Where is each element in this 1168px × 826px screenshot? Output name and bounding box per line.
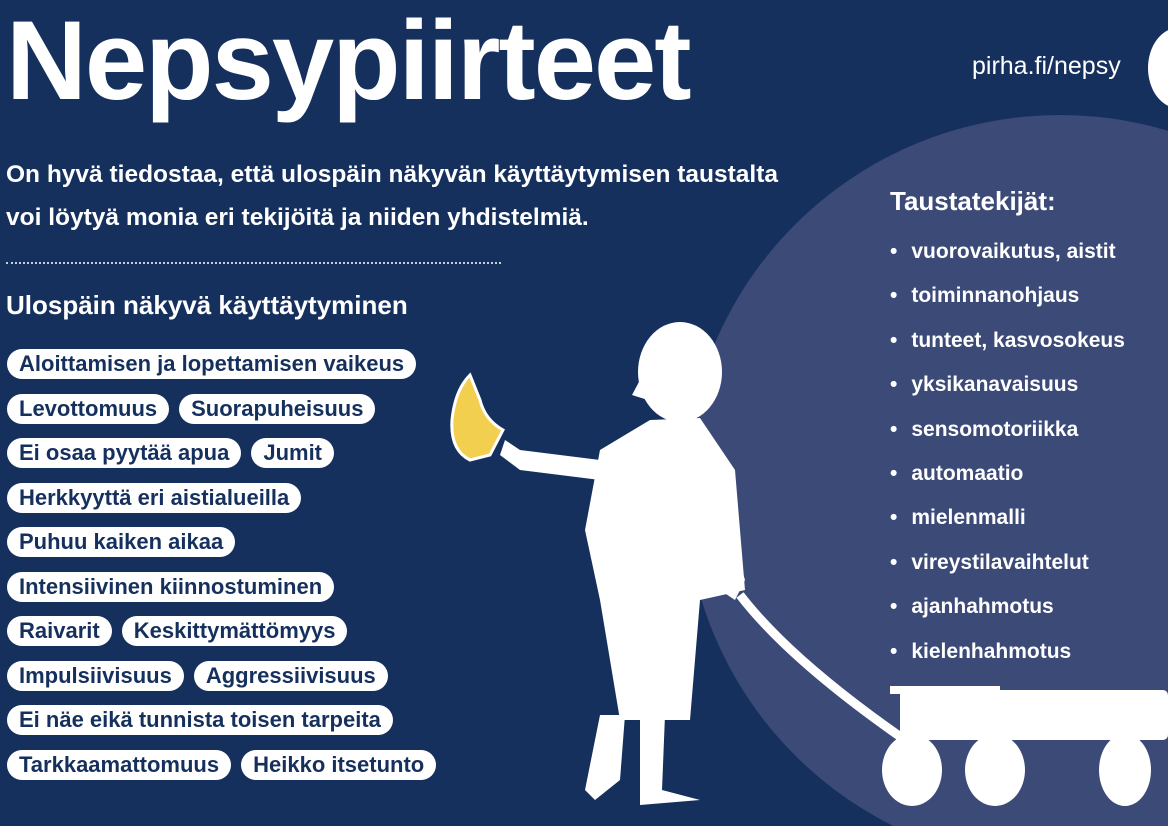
background-item: • automaatio xyxy=(890,458,1165,502)
behaviour-pill: Tarkkaamattomuus xyxy=(7,750,231,780)
behaviour-pill: Aloittamisen ja lopettamisen vaikeus xyxy=(7,349,416,379)
behaviour-pill: Keskittymättömyys xyxy=(122,616,348,646)
behaviour-pill: Heikko itsetunto xyxy=(241,750,436,780)
dotted-divider xyxy=(6,262,501,264)
background-item: • yksikanavaisuus xyxy=(890,369,1165,413)
behaviour-pill: Jumit xyxy=(251,438,334,468)
behaviour-pill: Ei näe eikä tunnista toisen tarpeita xyxy=(7,705,393,735)
pill-row xyxy=(7,394,507,424)
behaviour-pill: Levottomuus xyxy=(7,394,169,424)
background-item: • tunteet, kasvosokeus xyxy=(890,325,1165,369)
pill-row xyxy=(7,661,507,691)
behaviour-pill: Impulsiivisuus xyxy=(7,661,184,691)
background-item: • sensomotoriikka xyxy=(890,414,1165,458)
pill-row xyxy=(7,438,507,468)
pill-row xyxy=(7,572,507,602)
pill-row xyxy=(7,750,507,780)
website-link[interactable]: pirha.fi/nepsy xyxy=(972,52,1121,80)
behaviour-pill: Intensiivinen kiinnostuminen xyxy=(7,572,334,602)
background-item: • kielenhahmotus xyxy=(890,636,1165,680)
intro-text: On hyvä tiedostaa, että ulospäin näkyvän käyttäytymisen taustalta voi löytyä monia eri tekijöitä ja niiden yhdistelmiä. xyxy=(6,161,779,231)
behaviour-pill: Herkkyyttä eri aistialueilla xyxy=(7,483,301,513)
background-item: • mielenmalli xyxy=(890,502,1165,546)
pill-row xyxy=(7,705,507,735)
background-item: • vireystilavaihtelut xyxy=(890,547,1165,591)
background-heading: Taustatekijät: xyxy=(890,186,1056,216)
background-item: • ajanhahmotus xyxy=(890,591,1165,635)
pill-row xyxy=(7,349,507,379)
pill-row xyxy=(7,483,507,513)
background-item: • vuorovaikutus, aistit xyxy=(890,236,1165,280)
qr-code-icon xyxy=(1148,28,1168,108)
behaviour-heading: Ulospäin näkyvä käyttäytyminen xyxy=(6,290,408,320)
pill-row xyxy=(7,616,507,646)
background-list xyxy=(890,236,1165,680)
behaviour-pill: Aggressiivisuus xyxy=(194,661,388,691)
pill-row xyxy=(7,527,507,557)
behaviour-pills xyxy=(7,349,507,794)
behaviour-pill: Suorapuheisuus xyxy=(179,394,375,424)
behaviour-pill: Puhuu kaiken aikaa xyxy=(7,527,235,557)
background-item: • toiminnanohjaus xyxy=(890,280,1165,324)
page-title: Nepsypiirteet xyxy=(6,0,690,123)
behaviour-pill: Raivarit xyxy=(7,616,112,646)
behaviour-pill: Ei osaa pyytää apua xyxy=(7,438,241,468)
